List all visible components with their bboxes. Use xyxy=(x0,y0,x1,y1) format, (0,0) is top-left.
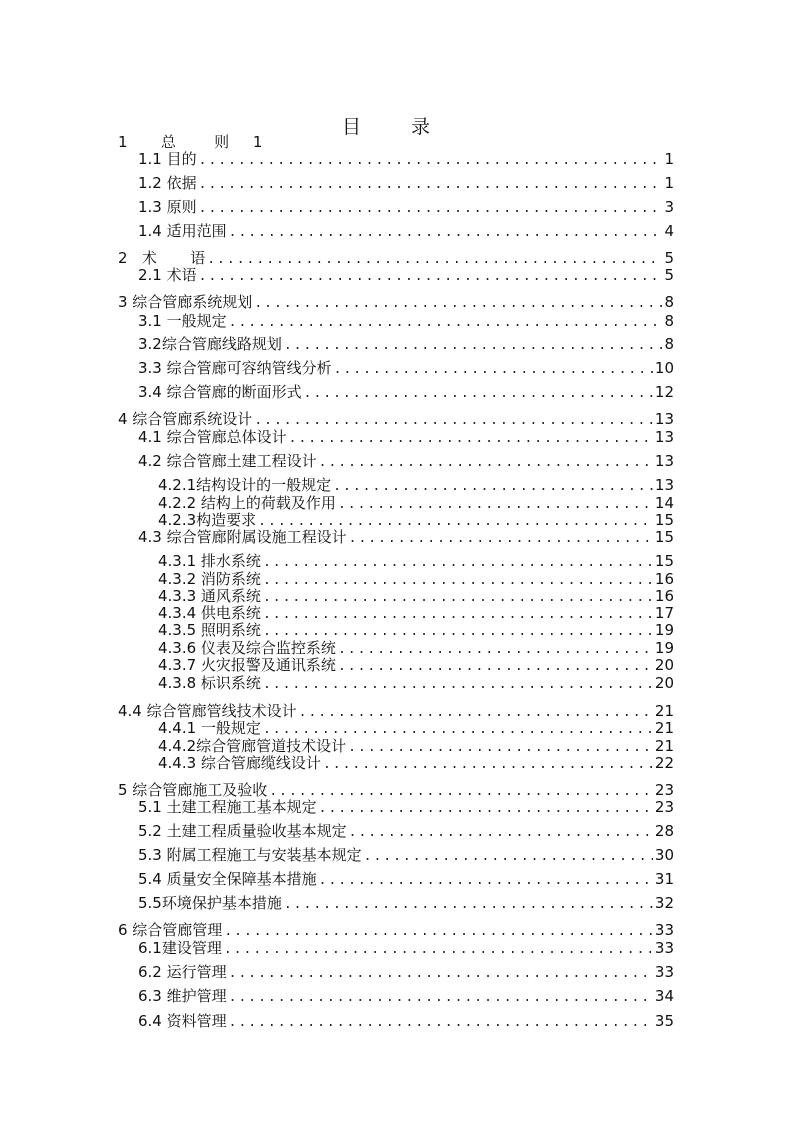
toc-entry[interactable] xyxy=(158,673,674,693)
toc-entry-label: 5.1 土建工程施工基本规定 xyxy=(138,798,317,816)
toc-entry-label: 1.1 目的 xyxy=(138,150,197,168)
toc-entry-page-number: 32 xyxy=(654,894,674,912)
toc-entry-page-number: 33 xyxy=(654,939,674,957)
toc-entry-label: 4.2 综合管廊土建工程设计 xyxy=(138,452,317,470)
toc-entry-page-number: 1 xyxy=(664,150,674,168)
toc-entry[interactable] xyxy=(138,893,674,913)
toc-entry-label: 1.4 适用范围 xyxy=(138,222,227,240)
toc-entry[interactable] xyxy=(138,821,674,841)
toc-entry-label: 4 综合管廊系统设计 xyxy=(118,410,253,428)
toc-leader-dots xyxy=(304,384,653,404)
toc-entry-label: 6.4 资料管理 xyxy=(138,1012,227,1030)
toc-entry-label: 4.3 综合管廊附属设施工程设计 xyxy=(138,528,347,546)
toc-entry-page-number: 23 xyxy=(654,781,674,799)
toc-entry-page-number: 8 xyxy=(664,312,674,330)
toc-entry-label: 4.2.2 结构上的荷载及作用 xyxy=(158,494,336,512)
toc-entry[interactable] xyxy=(138,869,674,889)
toc-entry-label: 4.1 综合管廊总体设计 xyxy=(138,428,287,446)
toc-entry[interactable] xyxy=(158,718,674,738)
toc-entry-page-number: 16 xyxy=(654,570,674,588)
toc-entry[interactable] xyxy=(158,551,674,571)
toc-title: 目 录 xyxy=(341,116,453,138)
toc-leader-dots xyxy=(349,823,653,843)
toc-leader-dots xyxy=(224,940,653,960)
toc-entry-label: 2.1 术语 xyxy=(138,266,197,284)
toc-entry-label: 4.3.3 通风系统 xyxy=(158,587,261,605)
toc-entry-label: 4.4 综合管廊管线技术设计 xyxy=(118,702,297,720)
toc-leader-dots xyxy=(364,847,653,867)
toc-entry[interactable] xyxy=(158,620,674,640)
toc-entry-label: 4.3.7 火灾报警及通讯系统 xyxy=(158,656,336,674)
toc-leader-dots xyxy=(199,199,663,219)
toc-leader-dots xyxy=(229,223,663,243)
toc-entry-label: 3.1 一般规定 xyxy=(138,312,227,330)
toc-entry-page-number: 21 xyxy=(654,702,674,720)
toc-entry-label: 4.4.3 综合管廊缆线设计 xyxy=(158,754,321,772)
toc-entry-page-number: 12 xyxy=(654,383,674,401)
toc-entry-label: 2 术 语 xyxy=(118,249,206,267)
toc-entry[interactable] xyxy=(138,358,674,378)
toc-entry-label: 1 总 则 1 xyxy=(118,133,263,151)
toc-entry-page-number: 33 xyxy=(654,963,674,981)
toc-entry-page-number: 13 xyxy=(654,452,674,470)
toc-leader-dots xyxy=(229,313,663,333)
toc-entry-page-number: 4 xyxy=(664,222,674,240)
toc-entry-page-number: 5 xyxy=(664,266,674,284)
toc-entry-page-number: 20 xyxy=(654,656,674,674)
toc-entry[interactable] xyxy=(138,938,674,958)
toc-entry-label: 6.3 维护管理 xyxy=(138,987,227,1005)
toc-entry-page-number: 10 xyxy=(654,359,674,377)
toc-entry-label: 1.3 原则 xyxy=(138,198,197,216)
toc-leader-dots xyxy=(263,675,653,695)
toc-entry-label: 4.2.3构造要求 xyxy=(158,511,257,529)
toc-entry-page-number: 13 xyxy=(654,410,674,428)
toc-entry-page-number: 33 xyxy=(654,921,674,939)
toc-entry[interactable] xyxy=(138,173,674,193)
toc-leader-dots xyxy=(319,871,653,891)
toc-entry-label: 4.3.1 排水系统 xyxy=(158,552,261,570)
toc-entry-label: 4.3.8 标识系统 xyxy=(158,674,261,692)
toc-entry-label: 4.3.5 照明系统 xyxy=(158,621,261,639)
toc-entry-page-number: 8 xyxy=(664,335,674,353)
toc-entry[interactable] xyxy=(158,475,674,495)
toc-entry-page-number: 35 xyxy=(654,1012,674,1030)
toc-entry-label: 5.5环境保护基本措施 xyxy=(138,894,282,912)
toc-entry[interactable] xyxy=(138,149,674,169)
toc-entry-page-number: 1 xyxy=(664,174,674,192)
toc-entry[interactable] xyxy=(138,197,674,217)
toc-entry[interactable] xyxy=(138,962,674,982)
toc-entry[interactable] xyxy=(138,427,674,447)
toc-entry-page-number: 3 xyxy=(664,198,674,216)
toc-entry-page-number: 21 xyxy=(654,719,674,737)
toc-entry-page-number: 16 xyxy=(654,587,674,605)
toc-entry[interactable] xyxy=(158,655,674,675)
toc-entry-page-number: 28 xyxy=(654,822,674,840)
toc-leader-dots xyxy=(323,755,653,775)
toc-entry-label: 5.4 质量安全保障基本措施 xyxy=(138,870,317,888)
toc-leader-dots xyxy=(289,429,653,449)
toc-entry-page-number: 17 xyxy=(654,604,674,622)
toc-entry-label: 6.2 运行管理 xyxy=(138,963,227,981)
toc-entry[interactable] xyxy=(138,221,674,241)
toc-entry-label: 5.2 土建工程质量验收基本规定 xyxy=(138,822,347,840)
toc-entry-page-number: 13 xyxy=(654,476,674,494)
toc-entry[interactable] xyxy=(138,845,674,865)
toc-entry-label: 4.4.1 一般规定 xyxy=(158,719,261,737)
toc-entry[interactable] xyxy=(118,920,674,940)
toc-entry-label: 3.3 综合管廊可容纳管线分析 xyxy=(138,359,332,377)
toc-entry-page-number: 30 xyxy=(654,846,674,864)
toc-entry-page-number: 20 xyxy=(654,674,674,692)
toc-entry[interactable] xyxy=(138,1011,674,1031)
toc-entry-label: 4.3.2 消防系统 xyxy=(158,570,261,588)
toc-entry-label: 1.2 依据 xyxy=(138,174,197,192)
toc-entry[interactable] xyxy=(138,451,674,471)
toc-entry[interactable] xyxy=(118,409,674,429)
toc-entry[interactable] xyxy=(138,986,674,1006)
toc-entry-label: 6.1建设管理 xyxy=(138,939,222,957)
toc-entry-page-number: 8 xyxy=(664,293,674,311)
toc-entry-page-number: 22 xyxy=(654,754,674,772)
toc-leader-dots xyxy=(284,336,663,356)
toc-leader-dots xyxy=(199,151,663,171)
toc-entry-page-number: 15 xyxy=(654,552,674,570)
toc-entry-label: 5.3 附属工程施工与安装基本规定 xyxy=(138,846,362,864)
toc-entry-label: 3.4 综合管廊的断面形式 xyxy=(138,383,302,401)
toc-entry[interactable] xyxy=(138,797,674,817)
toc-leader-dots xyxy=(319,453,653,473)
toc-entry-page-number: 31 xyxy=(654,870,674,888)
toc-entry[interactable] xyxy=(118,292,674,312)
toc-entry[interactable] xyxy=(138,265,674,285)
toc-entry-page-number: 19 xyxy=(654,621,674,639)
toc-entry[interactable] xyxy=(138,334,674,354)
toc-entry-page-number: 23 xyxy=(654,798,674,816)
toc-leader-dots xyxy=(319,799,653,819)
toc-leader-dots xyxy=(229,964,653,984)
toc-entry-page-number: 15 xyxy=(654,511,674,529)
toc-entry-label: 4.3.6 仪表及综合监控系统 xyxy=(158,639,336,657)
toc-entry-label: 3.2综合管廊线路规划 xyxy=(138,335,282,353)
toc-entry-page-number: 14 xyxy=(654,494,674,512)
toc-leader-dots xyxy=(229,988,653,1008)
toc-entry[interactable] xyxy=(138,527,674,547)
toc-entry-label: 3 综合管廊系统规划 xyxy=(118,293,253,311)
toc-entry-label: 5 综合管廊施工及验收 xyxy=(118,781,268,799)
toc-entry-page-number: 19 xyxy=(654,639,674,657)
toc-entry-label: 4.3.4 供电系统 xyxy=(158,604,261,622)
toc-entry[interactable] xyxy=(138,311,674,331)
toc-entry[interactable] xyxy=(138,382,674,402)
toc-entry-label: 6 综合管廊管理 xyxy=(118,921,223,939)
toc-entry-label: 4.4.2综合管廊管道技术设计 xyxy=(158,737,347,755)
toc-leader-dots xyxy=(199,267,663,287)
toc-entry-page-number: 21 xyxy=(654,737,674,755)
toc-leader-dots xyxy=(199,175,663,195)
toc-leader-dots xyxy=(334,360,653,380)
toc-entry[interactable] xyxy=(158,753,674,773)
toc-entry-page-number: 34 xyxy=(654,987,674,1005)
toc-entry-page-number: 15 xyxy=(654,528,674,546)
toc-leader-dots xyxy=(349,529,653,549)
toc-entry-label: 4.2.1结构设计的一般规定 xyxy=(158,476,332,494)
toc-entry-page-number: 13 xyxy=(654,428,674,446)
toc-leader-dots xyxy=(284,895,653,915)
toc-leader-dots xyxy=(229,1013,653,1033)
toc-entry-page-number: 5 xyxy=(664,249,674,267)
